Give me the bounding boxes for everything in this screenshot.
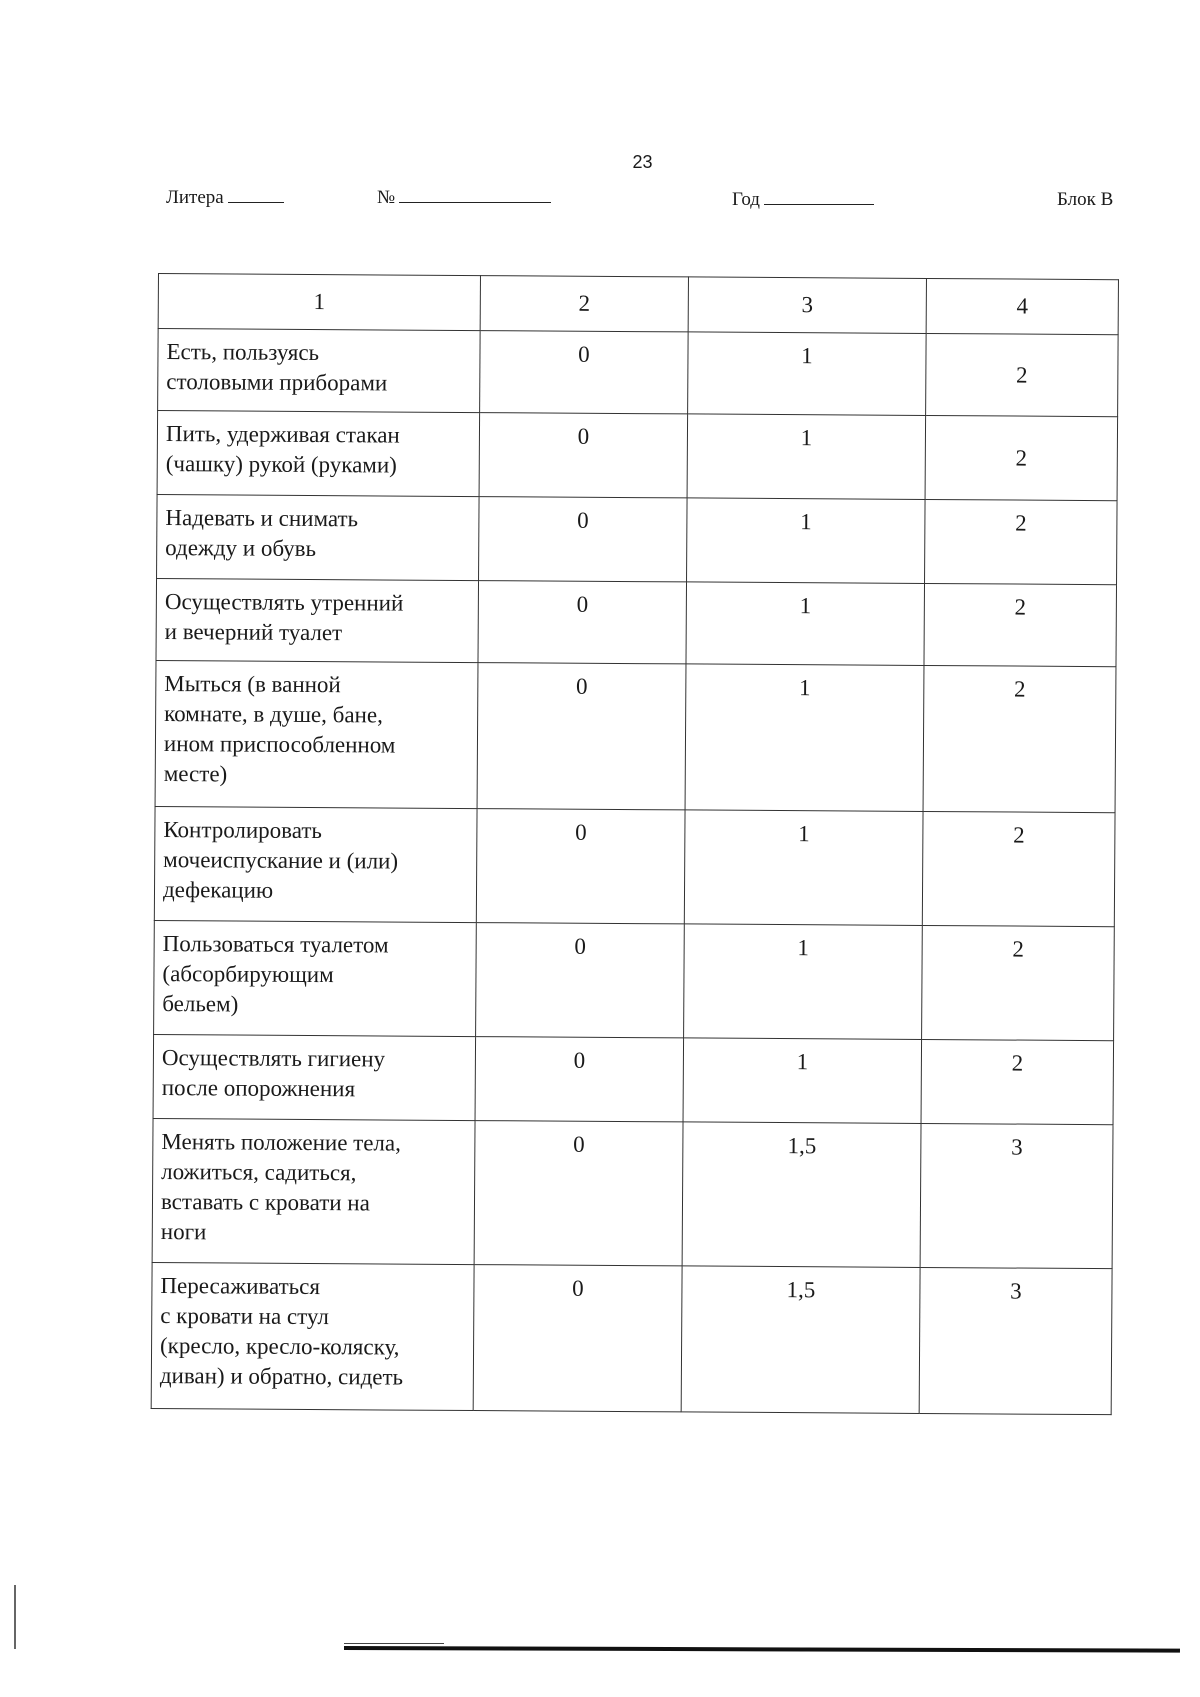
activity-label: [153, 1034, 476, 1120]
table-row: [157, 494, 1118, 584]
activity-label-line: ином приспособленном: [163, 731, 396, 758]
assessment-table: [151, 273, 1119, 1415]
activity-label-line: Менять положение тела,: [161, 1129, 401, 1156]
score-cell-col3: 1,5: [682, 1122, 921, 1268]
litera-label: Литера: [166, 187, 224, 208]
scan-rule: [344, 1646, 1180, 1653]
table-row: [154, 920, 1115, 1040]
score-cell-col4: 2: [924, 583, 1117, 666]
activity-label: [151, 1262, 474, 1410]
score-cell-col4: 2: [926, 333, 1119, 416]
score-cell-col2: 0: [473, 1265, 682, 1412]
table-row: [158, 329, 1119, 417]
activity-label: [157, 494, 480, 580]
score-cell-col3: 1: [683, 1038, 922, 1124]
column-header-2: 2: [480, 276, 688, 332]
litera-blank: [228, 184, 284, 203]
score-cell-col2: 0: [477, 663, 686, 810]
activity-label-line: Мыться (в ванной: [164, 671, 341, 698]
activity-label-line: Контролировать: [163, 817, 323, 844]
score-cell-col4: 3: [919, 1267, 1112, 1414]
score-cell-col3: 1,5: [681, 1266, 920, 1414]
activity-label-line: Пересаживаться: [160, 1273, 321, 1300]
score-cell-col4: 2: [925, 415, 1118, 500]
activity-label-line: столовыми приборами: [166, 369, 388, 396]
score-cell-col3: 1: [684, 810, 923, 926]
number-blank: [399, 184, 551, 203]
score-cell-col3: 1: [686, 582, 925, 666]
year-field: [732, 186, 874, 211]
activity-label-line: Пить, удерживая стакан: [165, 421, 400, 448]
activity-label-line: (абсорбирующим: [162, 961, 334, 988]
table-row: [156, 578, 1117, 666]
scan-rule-thin: [344, 1643, 444, 1644]
activity-label: [154, 806, 477, 922]
activity-label-line: диван) и обратно, сидеть: [159, 1363, 404, 1390]
score-cell-col4: 2: [921, 1039, 1114, 1124]
activity-label-line: после опорожнения: [161, 1075, 356, 1102]
score-cell-col3: 1: [688, 332, 927, 416]
score-cell-col2: 0: [479, 497, 688, 582]
activity-label: [152, 1118, 475, 1264]
activity-label-line: дефекацию: [162, 877, 274, 903]
number-label: №: [377, 187, 396, 208]
activity-label-line: комнате, в душе, бане,: [164, 701, 383, 728]
score-cell-col3: 1: [684, 924, 923, 1040]
score-cell-col4: 3: [920, 1123, 1113, 1268]
activity-label-line: ноги: [160, 1219, 207, 1245]
table-row: [151, 1262, 1112, 1414]
score-cell-col3: 1: [687, 498, 926, 584]
activity-label-line: с кровати на стул: [160, 1303, 329, 1330]
year-label: Год: [732, 189, 760, 210]
activity-label-line: Осуществлять гигиену: [161, 1045, 386, 1072]
activity-label-line: месте): [163, 761, 228, 787]
litera-field: [166, 184, 284, 209]
table-row: [153, 1034, 1114, 1124]
score-cell-col4: 2: [922, 811, 1115, 926]
activity-label: [156, 578, 479, 662]
activity-label-line: Осуществлять утренний: [164, 589, 404, 616]
table-row: [152, 1118, 1113, 1268]
score-cell-col4: 2: [925, 499, 1118, 584]
activity-label-line: бельем): [162, 991, 239, 1017]
column-header-3: 3: [688, 277, 926, 334]
scan-edge-mark: [14, 1585, 16, 1649]
activity-label-line: (кресло, кресло-коляску,: [159, 1333, 400, 1360]
block-label: Блок В: [1057, 189, 1114, 210]
activity-label-line: вставать с кровати на: [160, 1189, 370, 1216]
score-cell-col2: 0: [480, 331, 689, 414]
table-row: [155, 660, 1116, 812]
year-blank: [764, 186, 874, 205]
activity-label-line: Надевать и снимать: [165, 505, 359, 532]
score-cell-col2: 0: [479, 413, 688, 498]
score-cell-col3: 1: [685, 664, 924, 812]
activity-label: [155, 660, 478, 808]
activity-label: [157, 411, 480, 497]
score-cell-col2: 0: [476, 923, 685, 1038]
column-header-1: 1: [158, 274, 480, 331]
activity-label-line: ложиться, садиться,: [161, 1159, 357, 1186]
score-cell-col3: 1: [687, 414, 926, 500]
table-row: [157, 411, 1118, 501]
activity-label-line: (чашку) рукой (руками): [165, 451, 397, 478]
activity-label-line: мочеиспускание и (или): [163, 847, 399, 874]
activity-label: [154, 920, 477, 1036]
activity-label-line: Есть, пользуясь: [166, 339, 320, 366]
activity-label-line: Пользоваться туалетом: [162, 931, 389, 958]
table-row: [154, 806, 1115, 926]
score-cell-col2: 0: [474, 1121, 683, 1266]
score-cell-col4: 2: [923, 665, 1116, 812]
score-cell-col4: 2: [922, 925, 1115, 1040]
activity-label-line: одежду и обувь: [165, 535, 317, 562]
activity-label: [158, 329, 481, 413]
activity-label-line: и вечерний туалет: [164, 619, 343, 646]
number-field: [377, 184, 551, 209]
table-header-row: [158, 274, 1118, 335]
score-cell-col2: 0: [478, 581, 687, 664]
page-number: 23: [632, 152, 653, 172]
column-header-4: 4: [926, 278, 1118, 334]
score-cell-col2: 0: [475, 1037, 684, 1122]
score-cell-col2: 0: [476, 809, 685, 924]
